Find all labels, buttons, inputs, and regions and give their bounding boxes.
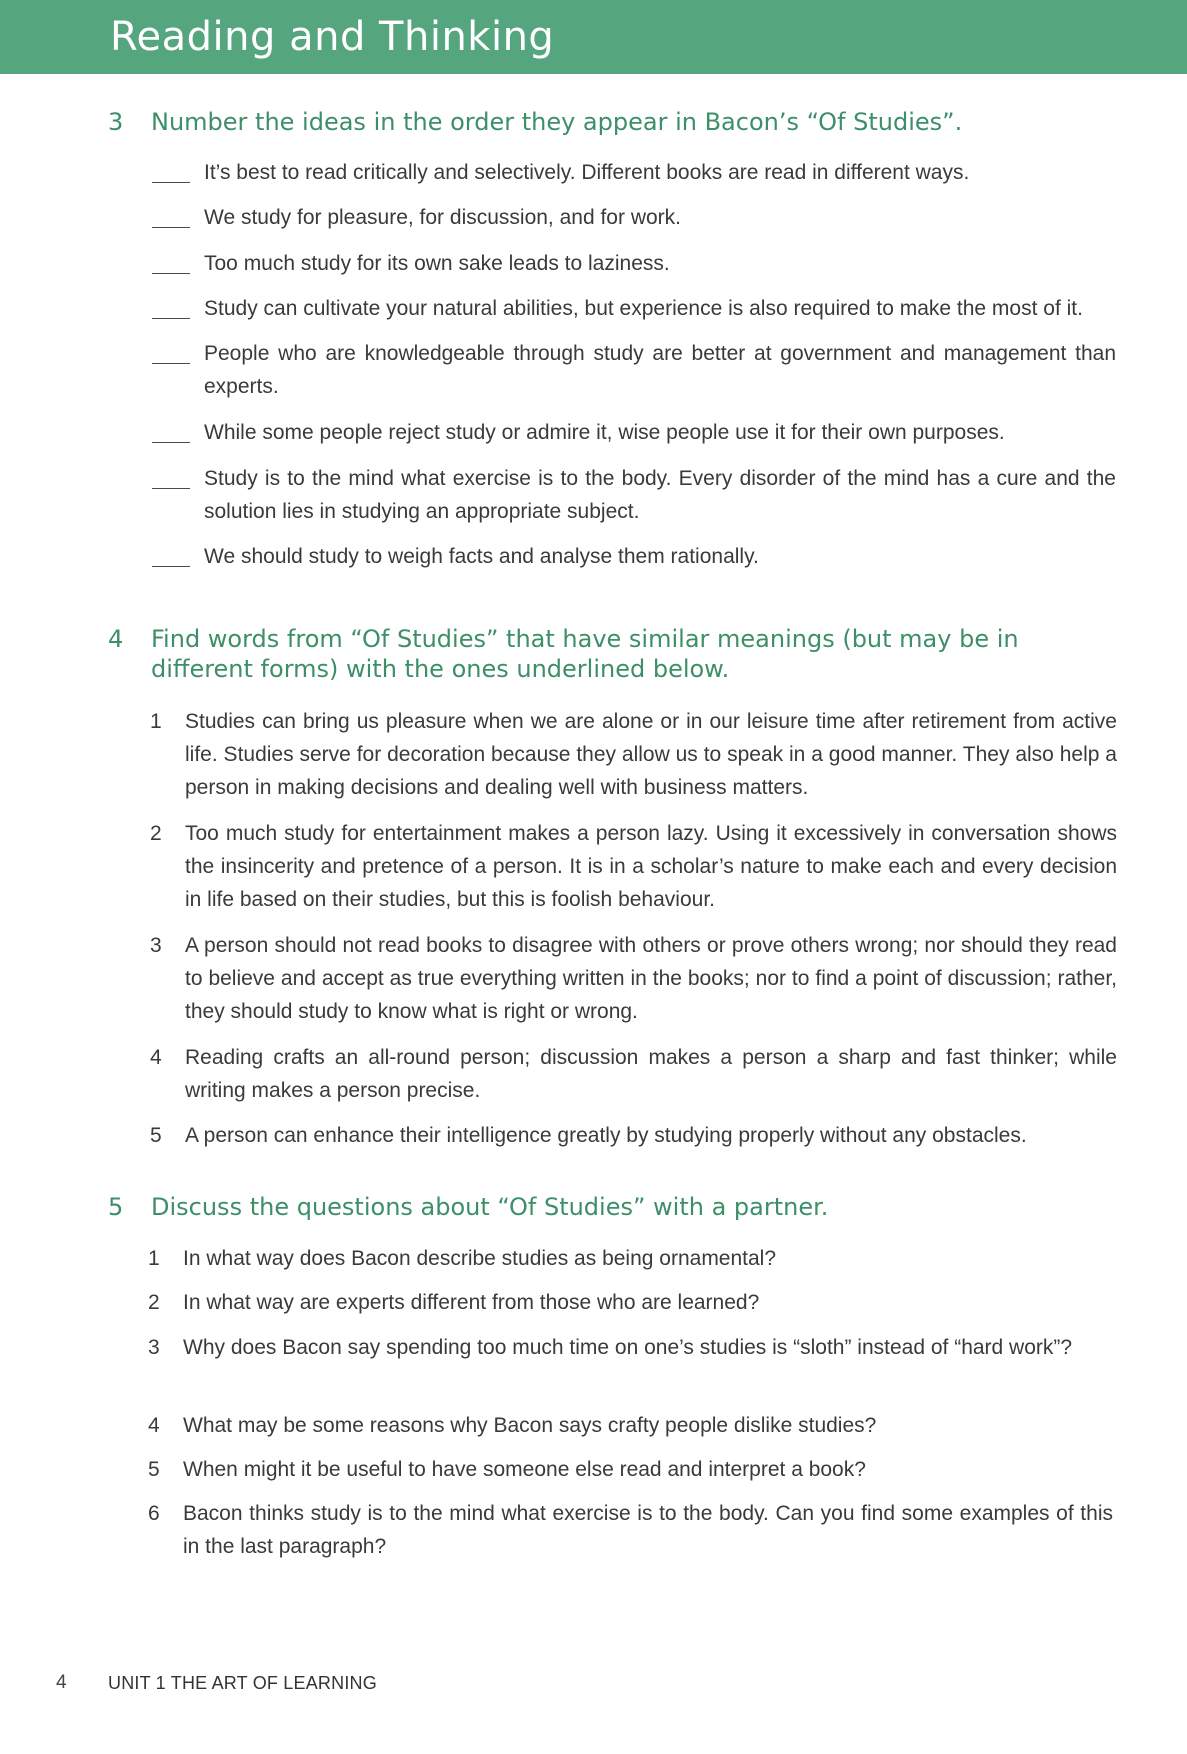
item-text: Bacon thinks study is to the mind what exercise is to the body. Can you find some examples of this in the last paragraph? [183, 1502, 1113, 1558]
item-number: 3 [148, 1336, 160, 1359]
item-text: Why does Bacon say spending too much time on one’s studies is “sloth” instead of “hard work”? [183, 1336, 1073, 1359]
section-number: 5 [108, 1193, 124, 1221]
list-item-text: Study can cultivate your natural abilities, but experience is also required to make the most of it. [204, 297, 1083, 320]
list-item-text: Study is to the mind what exercise is to the body. Every disorder of the mind has a cure and the solution lies in studying an appropriate subject. [204, 467, 1116, 523]
item-text: When might it be useful to have someone else read and interpret a book? [183, 1458, 866, 1481]
list-item-text: We study for pleasure, for discussion, and for work. [204, 206, 681, 229]
section-heading-line-1: Find words from “Of Studies” that have similar meanings (but may be in [151, 625, 1019, 653]
answer-blank[interactable] [152, 227, 190, 228]
item-number: 6 [148, 1502, 160, 1525]
unit-label: UNIT 1 THE ART OF LEARNING [108, 1673, 377, 1693]
item-number: 4 [150, 1046, 162, 1069]
list-item-text: It’s best to read critically and selectively. Different books are read in different ways. [204, 161, 970, 184]
item-number: 2 [150, 822, 162, 845]
answer-blank[interactable] [152, 442, 190, 443]
item-text: A person should not read books to disagree with others or prove others wrong; nor should they read to believe and accept as true everything written in the books; nor to find a point of discussion; rather, they should study to know what is right or wrong. [185, 934, 1117, 1023]
item-text: In what way are experts different from those who are learned? [183, 1291, 760, 1314]
section-number: 3 [108, 108, 124, 136]
answer-blank[interactable] [152, 488, 190, 489]
section-number: 4 [108, 625, 124, 653]
list-item-text: While some people reject study or admire it, wise people use it for their own purposes. [204, 421, 1005, 444]
item-number: 5 [150, 1124, 162, 1147]
page-title: Reading and Thinking [110, 14, 555, 60]
item-number: 1 [150, 710, 162, 733]
item-number: 1 [148, 1247, 160, 1270]
section-heading-line-2: different forms) with the ones underlined below. [151, 655, 730, 683]
list-item-text: People who are knowledgeable through study are better at government and management than experts. [204, 342, 1116, 398]
item-number: 5 [148, 1458, 160, 1481]
answer-blank[interactable] [152, 566, 190, 567]
page-number: 4 [56, 1672, 67, 1693]
item-number: 3 [150, 934, 162, 957]
item-text: A person can enhance their intelligence greatly by studying properly without any obstacles. [185, 1124, 1027, 1147]
answer-blank[interactable] [152, 273, 190, 274]
header-bar [0, 0, 1187, 74]
item-text: In what way does Bacon describe studies as being ornamental? [183, 1247, 777, 1270]
list-item-text: We should study to weigh facts and analyse them rationally. [204, 545, 759, 568]
item-text: Studies can bring us pleasure when we are alone or in our leisure time after retirement from active life. Studies serve for decoration because they allow us to speak in a good manner. They also help a person in making decisions and dealing well with business matters. [185, 710, 1117, 799]
item-number: 2 [148, 1291, 160, 1314]
list-item-text: Too much study for its own sake leads to laziness. [204, 252, 670, 275]
section-heading-text: Discuss the questions about “Of Studies” with a partner. [151, 1193, 829, 1221]
section-heading-text: Number the ideas in the order they appear in Bacon’s “Of Studies”. [151, 108, 963, 136]
item-number: 4 [148, 1414, 160, 1437]
answer-blank[interactable] [152, 318, 190, 319]
answer-blank[interactable] [152, 182, 190, 183]
item-text: What may be some reasons why Bacon says crafty people dislike studies? [183, 1414, 877, 1437]
item-text: Reading crafts an all-round person; discussion makes a person a sharp and fast thinker; while writing makes a person precise. [185, 1046, 1117, 1102]
answer-blank[interactable] [152, 363, 190, 364]
item-text: Too much study for entertainment makes a person lazy. Using it excessively in conversation shows the insincerity and pretence of a person. It is in a scholar’s nature to make each and every decision in life based on their studies, but this is foolish behaviour. [185, 822, 1117, 911]
